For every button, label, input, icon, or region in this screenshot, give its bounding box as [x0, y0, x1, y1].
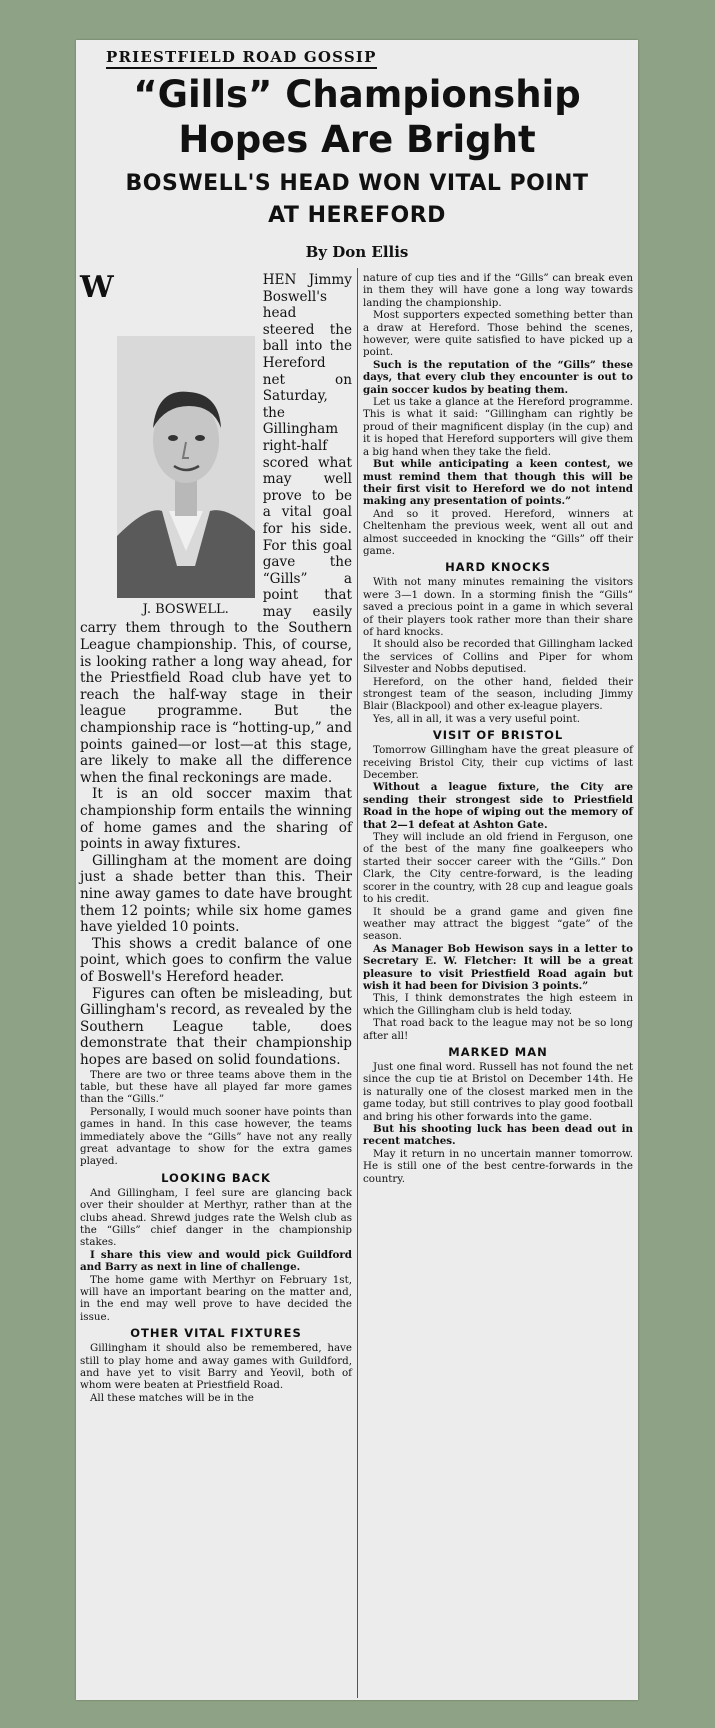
paragraph: Let us take a glance at the Hereford programme. This is what it said: “Gillingham can rightly be proud of their magnificent display (in the cup) and it is hoped that Hereford supporters will give them a big hand when they take the field.: [363, 396, 633, 458]
paragraph: It should be a grand game and given fine weather may attract the biggest “gate” of the season.: [363, 905, 633, 943]
paragraph: And Gillingham, I feel sure are glancing back over their shoulder at Merthyr, rather than at the clubs ahead. Shrewd judges rate the Welsh club as the “Gills” chief danger in the championship stakes.: [80, 1186, 352, 1249]
paragraph: This, I think demonstrates the high esteem in which the Gillingham club is held today.: [363, 992, 633, 1017]
left-column: [80, 272, 352, 1404]
subhead-looking-back: LOOKING BACK: [161, 1170, 271, 1185]
bold-paragraph: I share this view and would pick Guildford and Barry as next in line of challenge.: [80, 1248, 352, 1274]
paragraph: Personally, I would much sooner have points than games in hand. In this case however, the teams immediately above the “Gills” have not any really great advantage to show for the extra games played.: [80, 1105, 352, 1168]
paragraph: All these matches will be in the: [90, 1391, 254, 1404]
subhead-other-vital-fixtures: OTHER VITAL FIXTURES: [130, 1326, 302, 1341]
newspaper-clipping: [76, 40, 638, 1700]
paragraph: Hereford, on the other hand, fielded their strongest team of the season, including Jimmy Blair (Blackpool) and other ex-league players.: [363, 675, 633, 713]
intro-paragraph-block: [80, 272, 352, 786]
bold-paragraph: But while anticipating a keen contest, we must remind them that though this will be their first visit to Hereford we do not intend making any presentation of points.”: [363, 458, 633, 508]
subheadline-line-2: AT HEREFORD: [268, 203, 446, 228]
paragraph: It is an old soccer maxim that championship form entails the winning of home games and the sharing of points in away fixtures.: [80, 786, 352, 853]
paragraph: It should also be recorded that Gillingham lacked the services of Collins and Piper for whom Silvester and Nobbs deputised.: [363, 638, 633, 676]
paragraph: That road back to the league may not be so long after all!: [363, 1017, 633, 1042]
headline-line-2: Hopes Are Bright: [178, 118, 536, 161]
paragraph: There are two or three teams above them in the table, but these have all played far more games than the “Gills.”: [80, 1068, 352, 1106]
paragraph: May it return in no uncertain manner tomorrow. He is still one of the best centre-forwards in the country.: [363, 1147, 633, 1185]
paragraph: Gillingham at the moment are doing just a shade better than this. Their nine away games to date have brought them 12 points; while six home games have yielded 10 points.: [80, 852, 352, 936]
paragraph: Yes, all in all, it was a very useful point.: [373, 712, 580, 725]
intro-paragraph: HEN Jimmy Boswell's head steered the ball into the Hereford net on Saturday, the Gillingham right-half scored what may well prove to be a vital goal for his side. For this goal gave the “Gills” a point that may easily carry them through to the Southern League championship. This, of course, is looking rather a long way ahead, for the Priestfield Road club have yet to reach the half-way stage in their league programme. But the championship race is “hotting-up,” and points gained—or lost—at this stage, are likely to make all the difference when the final reckonings are made.: [80, 272, 352, 786]
drop-cap: W: [80, 270, 114, 305]
player-portrait-image: [117, 336, 255, 598]
paragraph: nature of cup ties and if the “Gills” can break even in them they will have gone a long way towards landing the championship.: [363, 272, 633, 309]
photo-caption: J. BOSWELL.: [142, 602, 229, 617]
paragraph: The home game with Merthyr on February 1st, will have an important bearing on the matter and, in the end may well prove to have decided the issue.: [80, 1273, 352, 1323]
subheadline-line-1: BOSWELL'S HEAD WON VITAL POINT: [125, 171, 589, 196]
paragraph: With not many minutes remaining the visitors were 3—1 down. In a storming finish the “Gills” saved a precious point in a game in which several of their players took rather more than their share of hard knocks.: [363, 576, 633, 638]
paragraph: Just one final word. Russell has not found the net since the cup tie at Bristol on December 14th. He is naturally one of the closest marked men in the game today, but still contrives to play good football and bring his other forwards into the game.: [363, 1060, 633, 1123]
paragraph: They will include an old friend in Ferguson, one of the best of the many fine goalkeepers who started their soccer career with the “Gills.” Don Clark, the City centre-forward, is the leading scorer in the country, with 28 cup and league goals to his credit.: [363, 831, 633, 906]
paragraph: Figures can often be misleading, but Gillingham's record, as revealed by the Southern League table, does demonstrate that their championship hopes are based on solid foundations.: [80, 985, 352, 1068]
paragraph: Tomorrow Gillingham have the great pleasure of receiving Bristol City, their cup victims of last December.: [363, 744, 633, 782]
paragraph: This shows a credit balance of one point, which goes to confirm the value of Boswell's Hereford header.: [80, 935, 352, 985]
bold-paragraph: As Manager Bob Hewison says in a letter to Secretary E. W. Fletcher: It will be a great pleasure to visit Priestfield Road again but wish it had been for Division 3 points.”: [363, 942, 633, 992]
bold-paragraph: But his shooting luck has been dead out in recent matches.: [363, 1123, 633, 1148]
subhead-visit-of-bristol: VISIT OF BRISTOL: [432, 728, 564, 743]
player-photo-box: [117, 336, 255, 617]
subhead-marked-man: MARKED MAN: [448, 1044, 548, 1059]
right-column: [363, 272, 633, 1185]
byline: By Don Ellis: [305, 243, 409, 261]
paragraph: Gillingham it should also be remembered, have still to play home and away games with Guildford, and have yet to visit Barry and Yeovil, both of whom were beaten at Priestfield Road.: [80, 1342, 352, 1392]
headline-line-1: “Gills” Championship: [133, 73, 581, 116]
player-photo: [117, 336, 255, 598]
bold-paragraph: Without a league fixture, the City are sending their strongest side to Priestfield Road in the hope of wiping out the memory of that 2—1 defeat at Ashton Gate.: [363, 781, 633, 831]
paragraph: And so it proved. Hereford, winners at Cheltenham the previous week, went all out and almost succeeded in knocking the “Gills” off their game.: [363, 507, 633, 557]
subhead-hard-knocks: HARD KNOCKS: [445, 560, 551, 575]
paragraph: Most supporters expected something better than a draw at Hereford. Those behind the scenes, however, were quite satisfied to have picked up a point.: [363, 309, 633, 359]
section-kicker: PRIESTFIELD ROAD GOSSIP: [106, 48, 377, 69]
bold-paragraph: Such is the reputation of the “Gills” these days, that every club they encounter is out to gain soccer kudos by beating them.: [363, 358, 633, 396]
column-divider: [357, 268, 358, 1698]
